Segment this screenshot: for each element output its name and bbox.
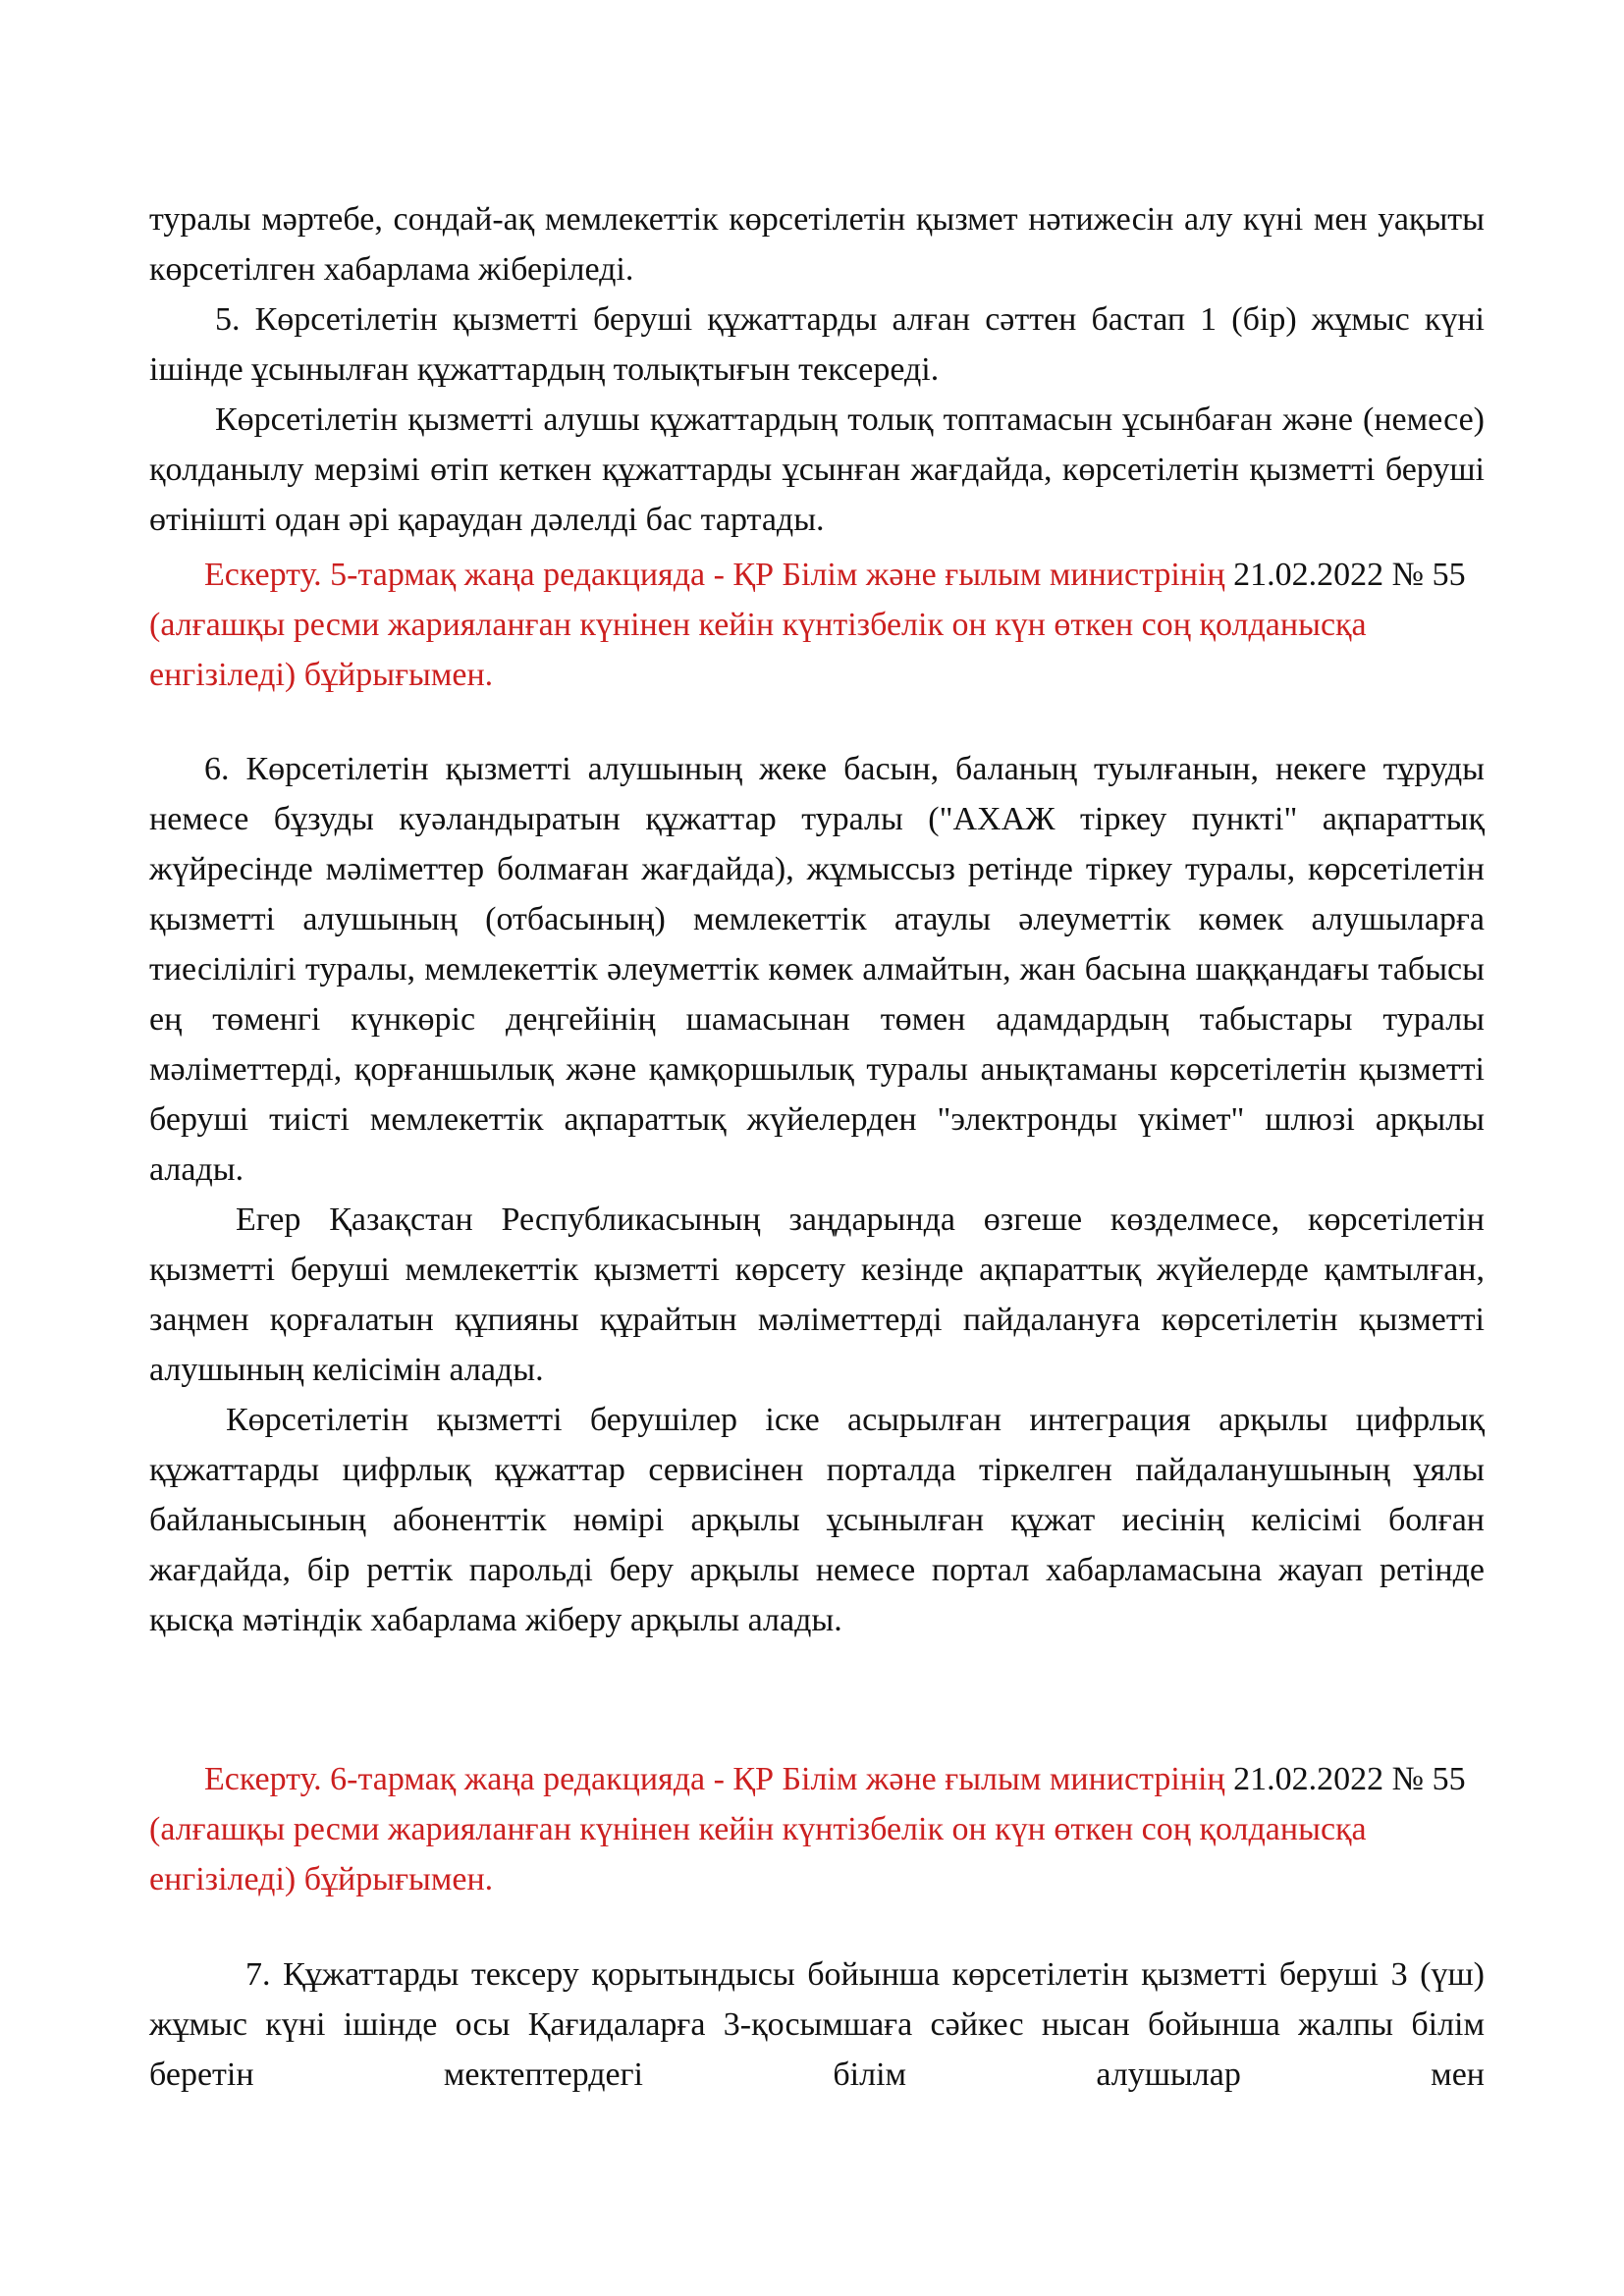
note-block-6	[149, 1754, 1485, 1904]
paragraph-item-6-consent: Егер Қазақстан Республикасының заңдарында өзгеше көзделмесе, көрсетілетін қызметті беруші мемлекеттік қызметті көрсету кезінде ақпараттық жүйелерде қамтылған, заңмен қорғалатын құпияны құрайтын мәліметтерді пайдалануға көрсетілетін қызметті алушының келісімін алады.	[149, 1201, 1485, 1388]
amendment-note-6	[149, 1754, 1485, 1904]
page-body-2	[149, 744, 1485, 1645]
paragraph-item-5-refusal: Көрсетілетін қызметті алушы құжаттардың толық топтамасын ұсынбаған және (немесе) қолданылу мерзімі өтіп кеткен құжаттарды ұсынған жағдайда, көрсетілетін қызметті беруші өтінішті одан әрі қараудан дәлелді бас тартады.	[149, 401, 1485, 538]
note-5-reference-link[interactable]: 21.02.2022 № 55	[1233, 557, 1466, 593]
note-5-lead: Ескерту. 5-тармақ жаңа редакцияда - ҚР Білім және ғылым министрінің	[204, 557, 1225, 593]
paragraph-continuation: туралы мәртебе, сондай-ақ мемлекеттік көрсетілетін қызмет нәтижесін алу күні мен уақыты көрсетілген хабарлама жіберіледі.	[149, 201, 1485, 288]
note-6-reference-link[interactable]: 21.02.2022 № 55	[1233, 1761, 1466, 1797]
paragraph-item-6-digital-docs: Көрсетілетін қызметті берушілер іске асырылған интеграция арқылы цифрлық құжаттарды цифрлық құжаттар сервисінен порталда тіркелген пайдаланушының ұялы байланысының абоненттік нөмірі арқылы ұсынылған құжат иесінің келісімі болған жағдайда, бір реттік парольді беру арқылы немесе портал хабарламасына жауап ретінде қысқа мәтіндік хабарлама жіберу арқылы алады.	[149, 1402, 1485, 1638]
paragraph-item-5: 5. Көрсетілетін қызметті беруші құжаттарды алған сәттен бастап 1 (бір) жұмыс күні ішінде ұсынылған құжаттардың толықтығын тексереді.	[149, 301, 1485, 388]
page-body	[149, 194, 1485, 545]
note-block-5	[149, 550, 1485, 700]
amendment-note-5	[149, 550, 1485, 700]
paragraph-item-7: 7. Құжаттарды тексеру қорытындысы бойынша көрсетілетін қызметті беруші 3 (үш) жұмыс күні ішінде осы Қағидаларға 3-қосымшаға сәйкес нысан бойынша жалпы білім беретін мектептердегі білім алушылар мен	[149, 1956, 1485, 2093]
note-5-tail: (алғашқы ресми жарияланған күнінен кейін күнтізбелік он күн өткен соң қолданысқа енгізіледі) бұйрығымен.	[149, 607, 1367, 693]
note-6-lead: Ескерту. 6-тармақ жаңа редакцияда - ҚР Білім және ғылым министрінің	[204, 1761, 1225, 1797]
page-body-3	[149, 1949, 1485, 2100]
paragraph-item-6: 6. Көрсетілетін қызметті алушының жеке басын, баланың туылғанын, некеге тұруды немесе бұзуды куәландыратын құжаттар туралы ("АХАЖ тіркеу пункті" ақпараттық жүйресінде мәліметтер болмаған жағдайда), жұмыссыз ретінде тіркеу туралы, көрсетілетін қызметті алушының (отбасының) мемлекеттік атаулы әлеуметтік көмек алушыларға тиесілілігі туралы, мемлекеттік әлеуметтік көмек алмайтын, жан басына шаққандағы табысы ең төменгі күнкөріс деңгейінің шамасынан төмен адамдардың табыстары туралы мәліметтерді, қорғаншылық және қамқоршылық туралы анықтаманы көрсетілетін қызметті беруші тиісті мемлекеттік ақпараттық жүйелерден "электронды үкімет" шлюзі арқылы алады.	[149, 751, 1485, 1188]
note-6-tail: (алғашқы ресми жарияланған күнінен кейін күнтізбелік он күн өткен соң қолданысқа енгізіледі) бұйрығымен.	[149, 1811, 1367, 1897]
